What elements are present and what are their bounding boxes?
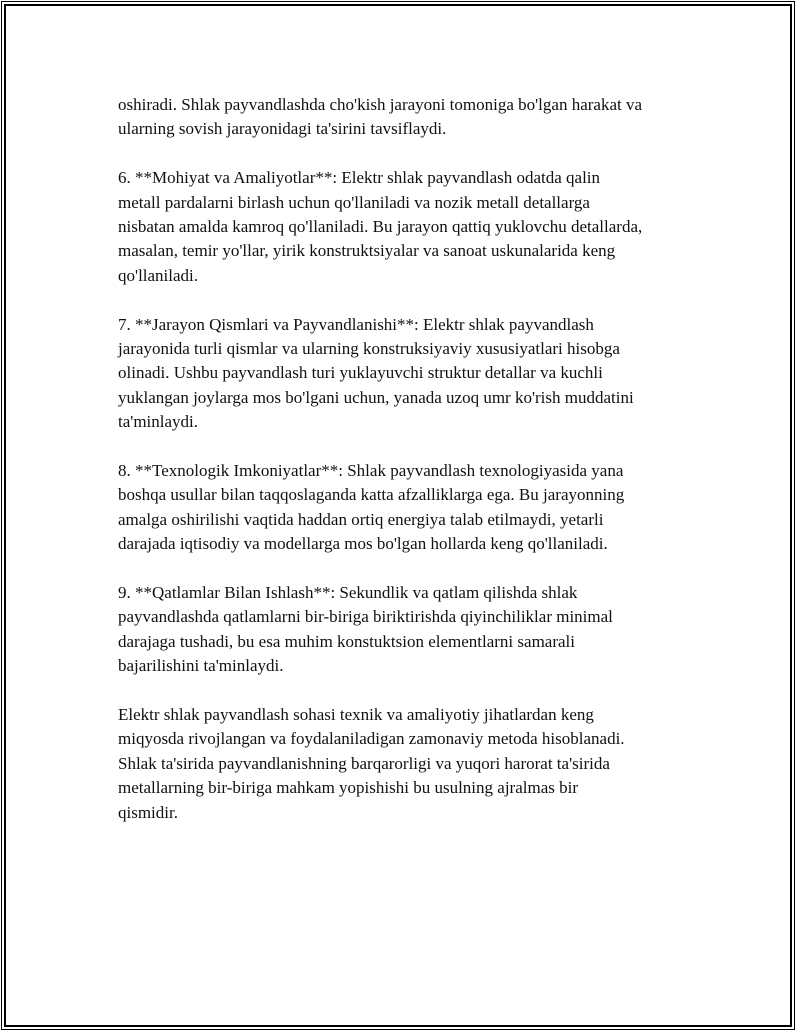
- text-line: boshqa usullar bilan taqqoslaganda katta afzalliklarga ega. Bu jarayonning: [118, 485, 625, 505]
- text-line: Shlak ta'sirida payvandlanishning barqarorligi va yuqori harorat ta'sirida: [118, 753, 610, 773]
- text-line: 9. **Qatlamlar Bilan Ishlash**: Sekundlik va qatlam qilishda shlak: [118, 583, 578, 603]
- text-line: qismidir.: [118, 802, 178, 822]
- text-line: metallarning bir-biriga mahkam yopishishi bu usulning ajralmas bir: [118, 778, 578, 798]
- text-line: jarayonida turli qismlar va ularning konstruksiyaviy xususiyatlari hisobga: [118, 339, 620, 359]
- text-line: 8. **Texnologik Imkoniyatlar**: Shlak payvandlash texnologiyasida yana: [118, 461, 624, 481]
- text-line: metall pardalarni birlash uchun qo'llaniladi va nozik metall detallarga: [118, 192, 590, 212]
- text-line: darajaga tushadi, bu esa muhim konstuktsion elementlarni samarali: [118, 631, 575, 651]
- text-line: darajada iqtisodiy va modellarga mos bo'lgan hollarda keng qo'llaniladi.: [118, 534, 608, 554]
- document-body: [118, 93, 693, 850]
- text-line: yuklangan joylarga mos bo'lgani uchun, yanada uzoq umr ko'rish muddatini: [118, 387, 634, 407]
- paragraph-item-9: [118, 581, 693, 679]
- text-line: oshiradi. Shlak payvandlashda cho'kish jarayoni tomoniga bo'lgan harakat va: [118, 95, 643, 114]
- paragraph-item-6: [118, 166, 693, 288]
- text-line: olinadi. Ushbu payvandlash turi yuklayuvchi struktur detallar va kuchli: [118, 363, 603, 383]
- text-line: qo'llaniladi.: [118, 265, 199, 285]
- text-line: ta'minlaydi.: [118, 412, 199, 432]
- text-line: payvandlashda qatlamlarni bir-biriga biriktirishda qiyinchiliklar minimal: [118, 607, 613, 627]
- text-line: masalan, temir yo'llar, yirik konstruktsiyalar va sanoat uskunalarida keng: [118, 241, 616, 261]
- text-line: nisbatan amalda kamroq qo'llaniladi. Bu jarayon qattiq yuklovchu detallarda,: [118, 217, 643, 237]
- paragraph-conclusion: [118, 703, 693, 825]
- text-line: bajarilishini ta'minlaydi.: [118, 656, 284, 676]
- text-line: ularning sovish jarayonidagi ta'sirini tavsiflaydi.: [118, 119, 447, 139]
- paragraph-item-7: [118, 313, 693, 435]
- text-line: amalga oshirilishi vaqtida haddan ortiq energiya talab etilmaydi, yetarli: [118, 509, 604, 529]
- text-line: 6. **Mohiyat va Amaliyotlar**: Elektr shlak payvandlash odatda qalin: [118, 168, 601, 188]
- text-line: miqyosda rivojlangan va foydalaniladigan zamonaviy metoda hisoblanadi.: [118, 729, 625, 749]
- paragraph-item-8: [118, 459, 693, 557]
- paragraph-intro-continuation: [118, 93, 693, 142]
- text-line: 7. **Jarayon Qismlari va Payvandlanishi**: Elektr shlak payvandlash: [118, 314, 594, 334]
- text-line: Elektr shlak payvandlash sohasi texnik va amaliyotiy jihatlardan keng: [118, 705, 594, 725]
